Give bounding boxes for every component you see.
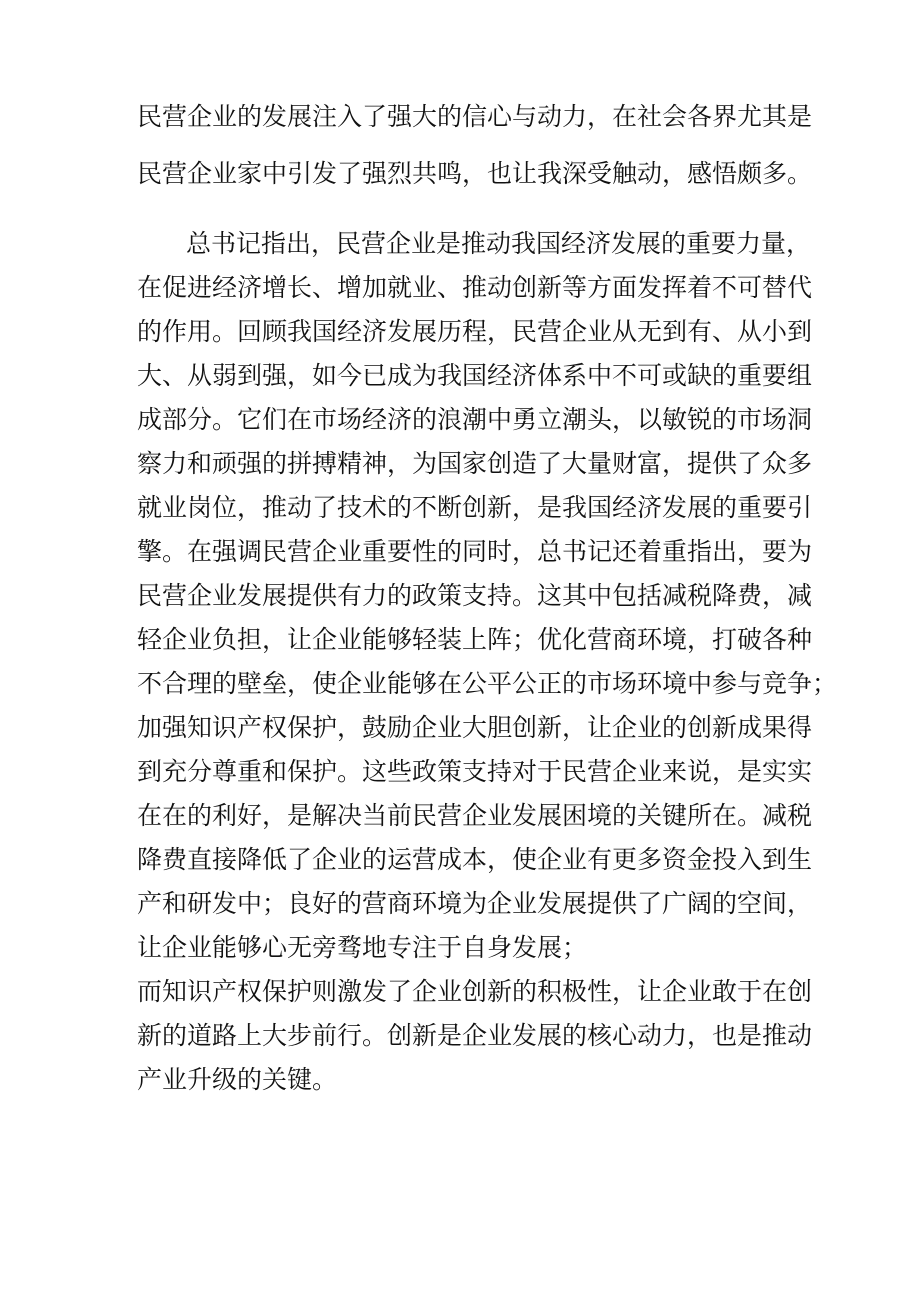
text-line: 民营企业发展提供有力的政策支持。这其中包括减税降费，减 xyxy=(137,581,813,610)
text-line: 产和研发中；良好的营商环境为企业发展提供了广阔的空间， xyxy=(137,889,813,918)
text-line: 察力和顽强的拼搏精神，为国家创造了大量财富，提供了众多 xyxy=(137,449,813,478)
text-line: 降费直接降低了企业的运营成本，使企业有更多资金投入到生 xyxy=(137,845,813,874)
text-line: 产业升级的关键。 xyxy=(137,1065,338,1094)
text-line: 就业岗位，推动了技术的不断创新，是我国经济发展的重要引 xyxy=(137,493,813,522)
text-line: 在促进经济增长、增加就业、推动创新等方面发挥着不可替代 xyxy=(137,273,813,302)
text-line: 总书记指出，民营企业是推动我国经济发展的重要力量， xyxy=(186,229,812,258)
text-line: 成部分。它们在市场经济的浪潮中勇立潮头，以敏锐的市场洞 xyxy=(137,405,813,434)
text-line: 轻企业负担，让企业能够轻装上阵；优化营商环境，打破各种 xyxy=(137,625,813,654)
text-line: 在在的利好，是解决当前民营企业发展困境的关键所在。减税 xyxy=(137,801,813,830)
text-line: 大、从弱到强，如今已成为我国经济体系中不可或缺的重要组 xyxy=(137,361,813,390)
text-line: 擎。在强调民营企业重要性的同时，总书记还着重指出，要为 xyxy=(137,537,813,566)
text-line: 的作用。回顾我国经济发展历程，民营企业从无到有、从小到 xyxy=(137,317,813,346)
text-line: 加强知识产权保护，鼓励企业大胆创新，让企业的创新成果得 xyxy=(137,713,813,742)
text-line: 让企业能够心无旁骛地专注于自身发展； xyxy=(137,933,588,962)
text-line: 民营企业的发展注入了强大的信心与动力，在社会各界尤其是 xyxy=(137,102,813,131)
text-line: 民营企业家中引发了强烈共鸣，也让我深受触动，感悟颇多。 xyxy=(137,159,813,188)
text-line: 新的道路上大步前行。创新是企业发展的核心动力，也是推动 xyxy=(137,1021,813,1050)
text-line: 不合理的壁垒，使企业能够在公平公正的市场环境中参与竞争； xyxy=(137,669,838,698)
text-line: 而知识产权保护则激发了企业创新的积极性，让企业敢于在创 xyxy=(137,977,813,1006)
text-line: 到充分尊重和保护。这些政策支持对于民营企业来说，是实实 xyxy=(137,757,813,786)
